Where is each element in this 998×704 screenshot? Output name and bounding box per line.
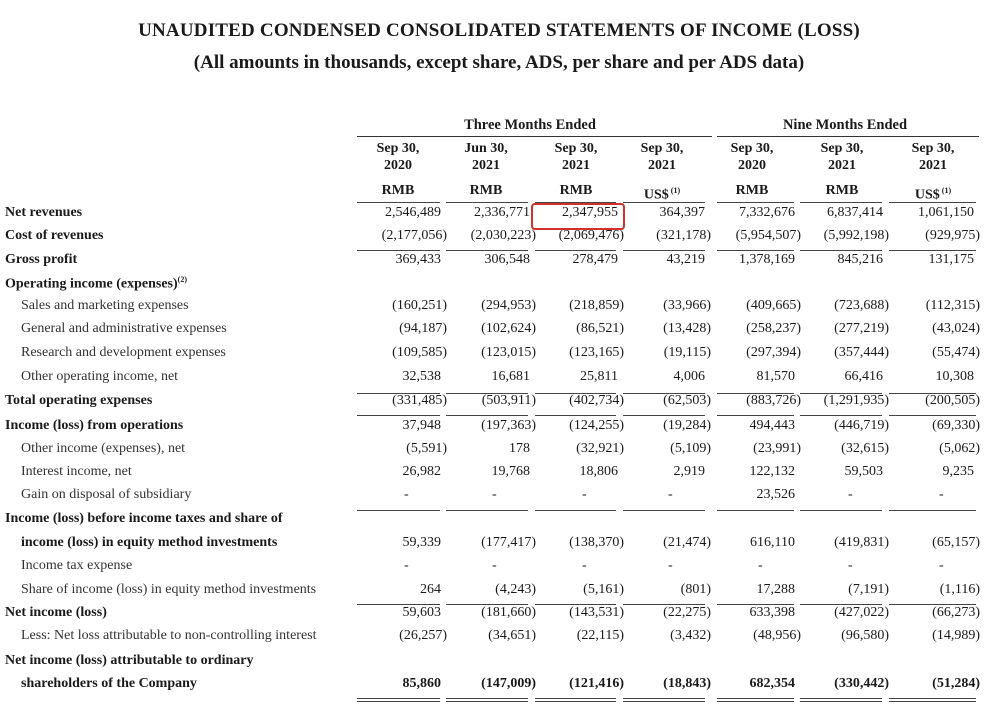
table-cell: (5,591): [406, 441, 447, 456]
total-rule: [717, 510, 794, 511]
table-cell: 122,132: [749, 464, 795, 479]
table-cell: (102,624): [481, 321, 536, 336]
table-row: [0, 321, 998, 343]
group-rule-three-months: [357, 136, 712, 137]
table-cell: 1,378,169: [739, 252, 795, 267]
table-cell: -: [848, 487, 853, 502]
table-cell: 23,526: [756, 487, 795, 502]
table-row: [0, 441, 998, 463]
table-cell: (218,859): [569, 298, 624, 313]
column-year: 2021: [648, 158, 676, 173]
table-cell: (258,237): [746, 321, 801, 336]
column-date: Sep 30,: [640, 141, 684, 156]
table-row: [0, 345, 998, 367]
row-label: [21, 321, 227, 337]
table-cell: -: [848, 558, 853, 573]
total-rule: [623, 393, 705, 394]
total-rule: [357, 250, 440, 251]
column-date: Sep 30,: [911, 141, 955, 156]
table-cell: 2,336,771: [474, 205, 530, 220]
column-year: 2021: [562, 158, 590, 173]
table-cell: (1,116): [939, 582, 980, 597]
row-label: [5, 393, 152, 409]
double-rule: [535, 701, 616, 702]
group-rule-nine-months: [717, 136, 979, 137]
double-rule: [800, 701, 882, 702]
total-rule: [446, 202, 528, 203]
table-cell: (123,165): [569, 345, 624, 360]
table-cell: (5,062): [939, 441, 980, 456]
row-label-text: shareholders of the Company: [21, 676, 197, 691]
table-cell: (94,187): [399, 321, 447, 336]
column-year: 2021: [919, 158, 947, 173]
column-header: [892, 140, 974, 204]
table-cell: -: [758, 558, 763, 573]
row-label: [21, 369, 178, 385]
table-cell: (5,161): [583, 582, 624, 597]
table-cell: (147,009): [481, 676, 536, 691]
table-cell: (13,428): [663, 321, 711, 336]
table-cell: (22,115): [576, 628, 624, 643]
table-cell: 178: [509, 441, 530, 456]
table-row: [0, 418, 998, 440]
statement-subtitle: (All amounts in thousands, except share, ADS, per share and per ADS data): [193, 52, 805, 73]
table-cell: (22,275): [663, 605, 711, 620]
row-label: [5, 511, 283, 527]
row-label: [21, 676, 197, 692]
table-cell: -: [492, 487, 497, 502]
column-year: 2020: [384, 158, 412, 173]
total-rule: [717, 415, 794, 416]
column-header: [711, 140, 793, 199]
total-rule: [535, 415, 616, 416]
footnote-marker: (1): [668, 186, 681, 195]
table-cell: 278,479: [572, 252, 618, 267]
total-rule: [623, 415, 705, 416]
total-rule: [446, 415, 528, 416]
double-rule: [623, 701, 705, 702]
table-cell: (723,688): [834, 298, 889, 313]
column-header: [357, 140, 439, 199]
table-cell: (331,485): [392, 393, 447, 408]
table-cell: (33,966): [663, 298, 711, 313]
table-cell: 1,061,150: [918, 205, 974, 220]
table-cell: (51,284): [932, 676, 980, 691]
total-rule: [535, 393, 616, 394]
table-cell: 682,354: [749, 676, 795, 691]
table-cell: (277,219): [834, 321, 889, 336]
table-cell: (297,394): [746, 345, 801, 360]
row-label: [21, 441, 185, 457]
total-rule: [357, 415, 440, 416]
column-currency: [535, 182, 617, 199]
total-rule: [889, 250, 976, 251]
currency-label: US$: [914, 187, 940, 203]
table-cell: (197,363): [481, 418, 536, 433]
table-cell: -: [668, 558, 673, 573]
row-label-text: Net income (loss): [5, 605, 107, 620]
total-rule: [623, 202, 705, 203]
table-row: [0, 298, 998, 320]
double-rule: [446, 698, 528, 699]
table-cell: (294,953): [481, 298, 536, 313]
total-rule: [889, 415, 976, 416]
table-cell: (929,975): [925, 228, 980, 243]
row-label: [5, 605, 107, 621]
table-cell: -: [404, 487, 409, 502]
row-label: [21, 487, 191, 503]
table-cell: 616,110: [750, 535, 795, 550]
table-cell: (402,734): [569, 393, 624, 408]
column-date: Sep 30,: [820, 141, 864, 156]
table-cell: 4,006: [673, 369, 705, 384]
table-cell: 19,768: [491, 464, 530, 479]
table-cell: -: [404, 558, 409, 573]
table-cell: (321,178): [656, 228, 711, 243]
total-rule: [889, 393, 976, 394]
table-cell: (14,989): [932, 628, 980, 643]
table-cell: 59,339: [402, 535, 441, 550]
column-header: [801, 140, 883, 199]
row-label-text: income (loss) in equity method investments: [21, 535, 278, 550]
total-rule: [357, 393, 440, 394]
table-cell: 364,397: [659, 205, 705, 220]
double-rule: [800, 698, 882, 699]
table-row: [0, 487, 998, 509]
table-cell: (446,719): [834, 418, 889, 433]
table-row: [0, 275, 998, 297]
table-cell: (5,109): [670, 441, 711, 456]
total-rule: [717, 202, 794, 203]
table-cell: (19,115): [663, 345, 711, 360]
total-rule: [357, 510, 440, 511]
table-cell: 264: [420, 582, 441, 597]
table-cell: (121,416): [569, 676, 624, 691]
column-currency: [892, 182, 974, 204]
row-label-text: Other income (expenses), net: [21, 441, 186, 456]
table-cell: 369,433: [395, 252, 441, 267]
row-label-text: Net income (loss) attributable to ordinary: [5, 653, 254, 668]
table-cell: (2,030,223): [470, 228, 536, 243]
row-label: [5, 418, 183, 434]
total-rule: [623, 604, 705, 605]
table-cell: 131,175: [928, 252, 974, 267]
table-cell: (4,243): [495, 582, 536, 597]
table-cell: (43,024): [932, 321, 980, 336]
table-cell: -: [939, 487, 944, 502]
total-rule: [623, 510, 705, 511]
table-cell: (55,474): [932, 345, 980, 360]
row-label-text: Share of income (loss) in equity method investments: [21, 582, 317, 597]
table-cell: -: [582, 487, 587, 502]
table-cell: (7,191): [848, 582, 889, 597]
row-label-text: Less: Net loss attributable to non-controlling interest: [21, 628, 317, 643]
table-cell: (1,291,935): [823, 393, 889, 408]
row-label: [21, 298, 189, 314]
table-cell: 66,416: [844, 369, 883, 384]
total-rule: [535, 604, 616, 605]
table-cell: (3,432): [670, 628, 711, 643]
double-rule: [717, 698, 794, 699]
table-cell: 633,398: [749, 605, 795, 620]
total-rule: [623, 250, 705, 251]
row-label-text: Income (loss) from operations: [5, 418, 184, 433]
total-rule: [800, 393, 882, 394]
table-row: [0, 252, 998, 274]
table-cell: 494,443: [749, 418, 795, 433]
table-cell: (143,531): [569, 605, 624, 620]
currency-label: RMB: [469, 183, 503, 198]
table-cell: (503,911): [481, 393, 536, 408]
table-cell: (2,177,056): [381, 228, 447, 243]
table-cell: 2,347,955: [562, 205, 618, 220]
column-header: [535, 140, 617, 199]
total-rule: [717, 393, 794, 394]
table-cell: 59,503: [844, 464, 883, 479]
row-label: [21, 582, 316, 598]
table-cell: 25,811: [580, 369, 618, 384]
table-cell: (26,257): [399, 628, 447, 643]
table-cell: (32,615): [841, 441, 889, 456]
row-label: [5, 275, 187, 293]
table-cell: (19,284): [663, 418, 711, 433]
table-cell: (5,992,198): [823, 228, 889, 243]
currency-label: RMB: [381, 183, 415, 198]
column-year: 2021: [472, 158, 500, 173]
table-cell: 10,308: [935, 369, 974, 384]
row-label-text: Sales and marketing expenses: [21, 298, 189, 313]
total-rule: [889, 604, 976, 605]
table-cell: 2,919: [673, 464, 705, 479]
table-cell: 2,546,489: [385, 205, 441, 220]
total-rule: [717, 604, 794, 605]
total-rule: [446, 604, 528, 605]
total-rule: [446, 250, 528, 251]
row-label-text: Total operating expenses: [5, 393, 153, 408]
table-cell: (200,505): [925, 393, 980, 408]
total-rule: [717, 250, 794, 251]
highlight-box: [531, 203, 625, 230]
table-row: [0, 628, 998, 650]
total-rule: [535, 250, 616, 251]
total-rule: [800, 415, 882, 416]
double-rule: [717, 701, 794, 702]
row-label: [5, 205, 82, 221]
row-label-text: General and administrative expenses: [21, 321, 227, 336]
table-cell: (181,660): [481, 605, 536, 620]
table-cell: 7,332,676: [739, 205, 795, 220]
row-label: [21, 628, 317, 644]
total-rule: [446, 393, 528, 394]
table-cell: 845,216: [837, 252, 883, 267]
table-row: [0, 393, 998, 415]
table-cell: 59,603: [402, 605, 441, 620]
column-currency: [621, 182, 703, 204]
table-row: [0, 558, 998, 580]
double-rule: [889, 698, 976, 699]
table-cell: (66,273): [932, 605, 980, 620]
table-cell: (123,015): [481, 345, 536, 360]
total-rule: [800, 202, 882, 203]
table-cell: (801): [680, 582, 711, 597]
table-cell: -: [492, 558, 497, 573]
row-label-text: Research and development expenses: [21, 345, 226, 360]
table-cell: (427,022): [834, 605, 889, 620]
table-cell: (65,157): [932, 535, 980, 550]
column-date: Jun 30,: [464, 141, 508, 156]
table-row: [0, 582, 998, 604]
double-rule: [623, 698, 705, 699]
total-rule: [889, 202, 976, 203]
table-cell: (112,315): [925, 298, 980, 313]
table-cell: 26,982: [402, 464, 441, 479]
table-cell: (5,954,507): [735, 228, 801, 243]
table-cell: (357,444): [834, 345, 889, 360]
total-rule: [357, 604, 440, 605]
table-cell: 43,219: [666, 252, 705, 267]
table-row: [0, 369, 998, 391]
column-currency: [711, 182, 793, 199]
row-label-text: Gross profit: [5, 252, 78, 267]
table-cell: -: [668, 487, 673, 502]
total-rule: [889, 510, 976, 511]
table-row: [0, 676, 998, 698]
total-rule: [446, 510, 528, 511]
table-cell: (124,255): [569, 418, 624, 433]
table-cell: 16,681: [491, 369, 530, 384]
table-row: [0, 205, 998, 227]
double-rule: [446, 701, 528, 702]
column-currency: [357, 182, 439, 199]
currency-label: RMB: [559, 183, 593, 198]
table-cell: 37,948: [402, 418, 441, 433]
row-label: [5, 228, 104, 244]
row-label: [21, 558, 132, 574]
table-cell: (330,442): [834, 676, 889, 691]
row-label-text: Cost of revenues: [5, 228, 104, 243]
row-label: [21, 535, 277, 551]
table-cell: (96,580): [841, 628, 889, 643]
table-cell: 81,570: [756, 369, 795, 384]
table-row: [0, 653, 998, 675]
column-year: 2020: [738, 158, 766, 173]
double-rule: [889, 701, 976, 702]
table-cell: (177,417): [481, 535, 536, 550]
total-rule: [800, 604, 882, 605]
table-cell: 9,235: [942, 464, 974, 479]
total-rule: [535, 510, 616, 511]
table-cell: 306,548: [484, 252, 530, 267]
total-rule: [357, 202, 440, 203]
column-header: [445, 140, 527, 199]
group-header-nine-months: Nine Months Ended: [782, 117, 908, 133]
table-cell: (21,474): [663, 535, 711, 550]
column-year: 2021: [828, 158, 856, 173]
total-rule: [800, 510, 882, 511]
table-cell: 6,837,414: [827, 205, 883, 220]
currency-label: RMB: [825, 183, 859, 198]
row-label-text: Gain on disposal of subsidiary: [21, 487, 192, 502]
table-cell: 18,806: [579, 464, 618, 479]
column-date: Sep 30,: [730, 141, 774, 156]
table-row: [0, 228, 998, 250]
table-cell: (86,521): [576, 321, 624, 336]
row-label-text: Operating income (expenses): [5, 276, 178, 292]
table-cell: (2,069,476): [558, 228, 624, 243]
table-cell: -: [582, 558, 587, 573]
row-label-text: Other operating income, net: [21, 369, 179, 384]
group-header-three-months: Three Months Ended: [464, 117, 596, 133]
table-cell: (32,921): [576, 441, 624, 456]
column-header: [621, 140, 703, 204]
total-rule: [800, 250, 882, 251]
table-cell: (34,651): [488, 628, 536, 643]
row-label-text: Net revenues: [5, 205, 83, 220]
table-cell: -: [939, 558, 944, 573]
table-cell: 85,860: [402, 676, 441, 691]
row-label-text: Interest income, net: [21, 464, 132, 479]
table-cell: 32,538: [402, 369, 441, 384]
footnote-marker: (1): [939, 186, 952, 195]
double-rule: [357, 698, 440, 699]
double-rule: [535, 698, 616, 699]
row-label: [21, 464, 132, 480]
table-cell: (138,370): [569, 535, 624, 550]
table-cell: (883,726): [746, 393, 801, 408]
row-label: [5, 653, 253, 669]
column-currency: [801, 182, 883, 199]
table-cell: (409,665): [746, 298, 801, 313]
table-cell: (160,251): [392, 298, 447, 313]
table-cell: (18,843): [663, 676, 711, 691]
table-cell: (48,956): [753, 628, 801, 643]
column-date: Sep 30,: [554, 141, 598, 156]
table-row: [0, 605, 998, 627]
table-cell: 17,288: [756, 582, 795, 597]
row-label-text: Income tax expense: [21, 558, 133, 573]
table-row: [0, 464, 998, 486]
table-row: [0, 511, 998, 533]
table-cell: (69,330): [932, 418, 980, 433]
row-label: [5, 252, 77, 268]
column-currency: [445, 182, 527, 199]
table-cell: (419,831): [834, 535, 889, 550]
statement-title: UNAUDITED CONDENSED CONSOLIDATED STATEMENTS OF INCOME (LOSS): [138, 20, 860, 41]
column-date: Sep 30,: [376, 141, 420, 156]
table-row: [0, 535, 998, 557]
table-cell: (23,991): [753, 441, 801, 456]
footnote-marker: (2): [177, 275, 187, 284]
row-label-text: Income (loss) before income taxes and share of: [5, 511, 283, 526]
currency-label: RMB: [735, 183, 769, 198]
currency-label: US$: [643, 187, 669, 203]
table-cell: (62,503): [663, 393, 711, 408]
double-rule: [357, 701, 440, 702]
row-label: [21, 345, 226, 361]
table-cell: (109,585): [392, 345, 447, 360]
